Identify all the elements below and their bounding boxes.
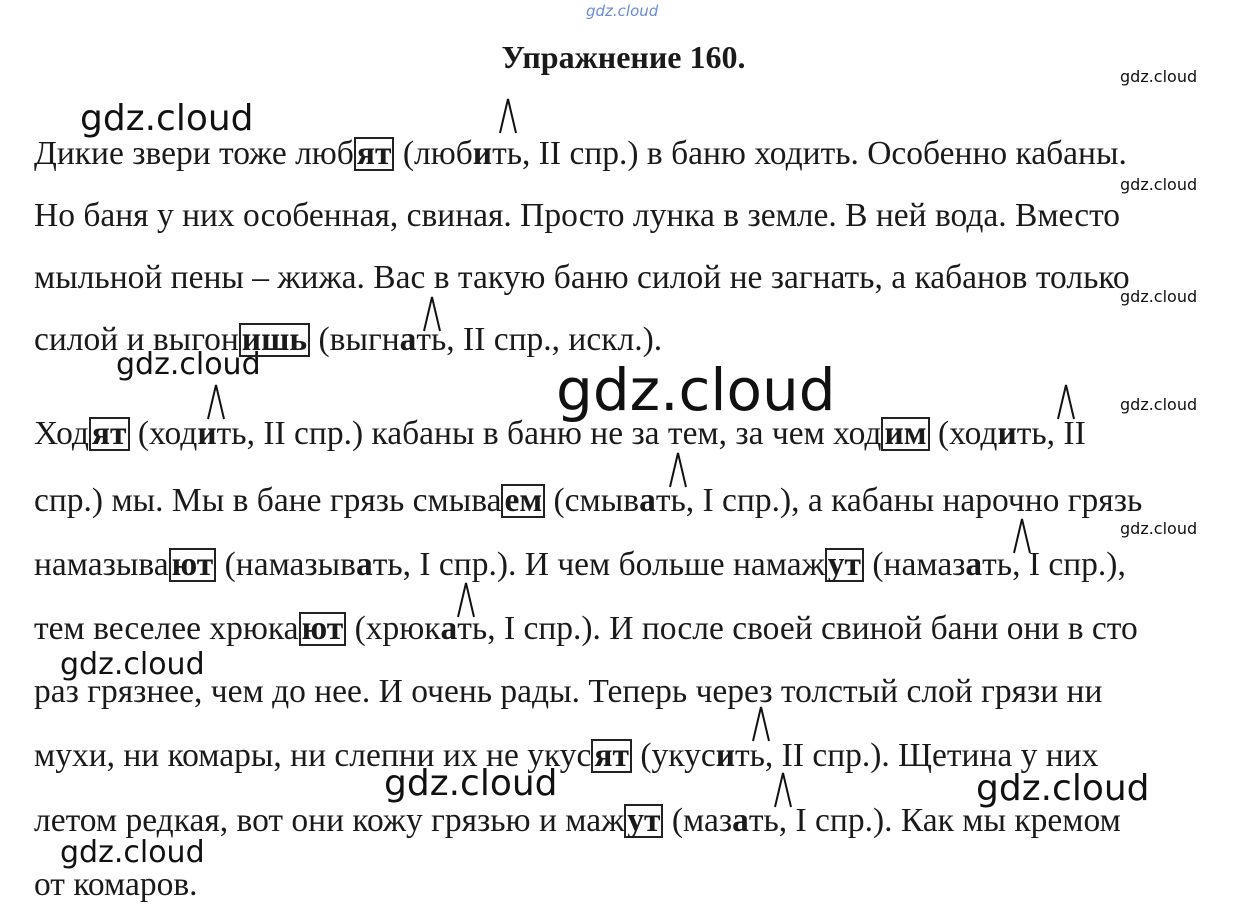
text-segment: ть, I спр.), а кабаны нарочно грязь [655,482,1143,519]
text-segment: спр.) мы. Мы в бане грязь смыва [34,482,502,519]
accent-mark [456,582,476,618]
watermark: gdz.cloud [976,768,1150,809]
stressed-vowel: и [715,737,735,774]
stressed-vowel: а [732,802,749,839]
text-segment: раз грязнее, чем до нее. И очень рады. Теперь через толстый слой грязи ни [34,673,1103,710]
watermark: gdz.cloud [1120,395,1198,414]
text-segment: (ход [929,415,998,452]
boxed-ending: ят [354,137,395,171]
text-segment: Дикие звери тоже люб [34,135,354,172]
boxed-ending: ют [299,612,347,646]
boxed-ending: ем [501,484,545,518]
text-line [34,609,1138,649]
watermark: gdz.cloud [1120,67,1198,86]
stressed-vowel: а [399,321,417,358]
text-segment: (хрюк [346,610,441,647]
accent-mark [1056,384,1076,420]
boxed-ending: ут [624,804,663,838]
stressed-vowel: и [472,135,493,172]
text-segment: тем веселее хрюка [34,610,299,647]
boxed-ending: ишь [239,323,310,357]
text-segment: (укус [631,737,716,774]
text-line [34,481,1142,521]
text-segment: (намаз [864,546,966,583]
text-segment: мыльной пены – жижа. Вас в такую баню силой не загнать, а кабанов только [34,259,1130,296]
text-line [34,672,1102,712]
text-segment: (люб [394,135,473,172]
text-line [34,196,1120,236]
text-segment: силой и выгон [34,321,239,358]
text-segment: (выгн [310,321,400,358]
text-segment: (смыв [545,482,640,519]
text-segment: Ход [34,415,89,452]
accent-mark [773,772,793,808]
boxed-ending: ют [169,548,217,582]
boxed-ending: ят [591,739,632,773]
watermark: gdz.cloud [60,647,205,682]
text-segment: ть, II спр.) в баню ходить. Особенно кабаны. [492,135,1127,172]
stressed-vowel: а [355,546,373,583]
text-segment: ть, I спр.), [982,546,1126,583]
stressed-vowel: а [965,546,983,583]
accent-mark [751,706,771,742]
text-segment: ть, II спр.) кабаны в баню не за тем, за чем ход [216,415,882,452]
text-segment: ть, II [1016,415,1086,452]
accent-mark [1012,518,1032,554]
text-segment: (намазыв [216,546,356,583]
text-segment: (ход [129,415,198,452]
text-segment: ть, I спр.). Как мы кремом [748,802,1121,839]
text-segment: ть, I спр.). И после своей свиной бани они в сто [457,610,1138,647]
stressed-vowel: и [197,415,217,452]
text-segment: ть, II спр.). Щетина у них [735,737,1099,774]
watermark-large: gdz.cloud [556,356,836,424]
text-line [34,134,1127,174]
boxed-ending: им [881,417,929,451]
watermark: gdz.cloud [1120,519,1198,538]
watermark: gdz.cloud [116,347,261,382]
watermark: gdz.cloud [80,98,254,139]
text-segment: ть, I спр.). И чем больше намаж [372,546,825,583]
stressed-vowel: а [639,482,656,519]
accent-mark [206,384,226,420]
text-line [34,736,1098,776]
watermark: gdz.cloud [1120,287,1198,306]
text-line [34,258,1130,298]
text-segment: ть, II спр., искл.). [416,321,663,358]
stressed-vowel: и [997,415,1017,452]
watermark-top: gdz.cloud [586,2,659,20]
text-line [34,320,662,360]
boxed-ending: ут [825,548,864,582]
boxed-ending: ят [89,417,130,451]
watermark: gdz.cloud [384,763,558,804]
text-segment: мухи, ни комары, ни слепни их не укус [34,737,592,774]
text-line [34,545,1126,585]
accent-mark [498,98,518,134]
stressed-vowel: а [440,610,458,647]
text-line [34,414,1086,454]
text-segment: намазыва [34,546,169,583]
text-segment: летом редкая, вот они кожу грязью и маж [34,802,625,839]
text-segment: от комаров. [34,866,198,903]
watermark: gdz.cloud [1120,175,1198,194]
accent-mark [668,452,688,488]
text-segment: (маз [663,802,733,839]
accent-mark [422,296,442,332]
watermark: gdz.cloud [60,835,205,870]
exercise-title: Упражнение 160. [501,39,746,75]
text-line [34,801,1121,841]
text-segment: Но баня у них особенная, свиная. Просто лунка в земле. В ней вода. Вместо [34,197,1121,234]
text-line [34,865,198,905]
